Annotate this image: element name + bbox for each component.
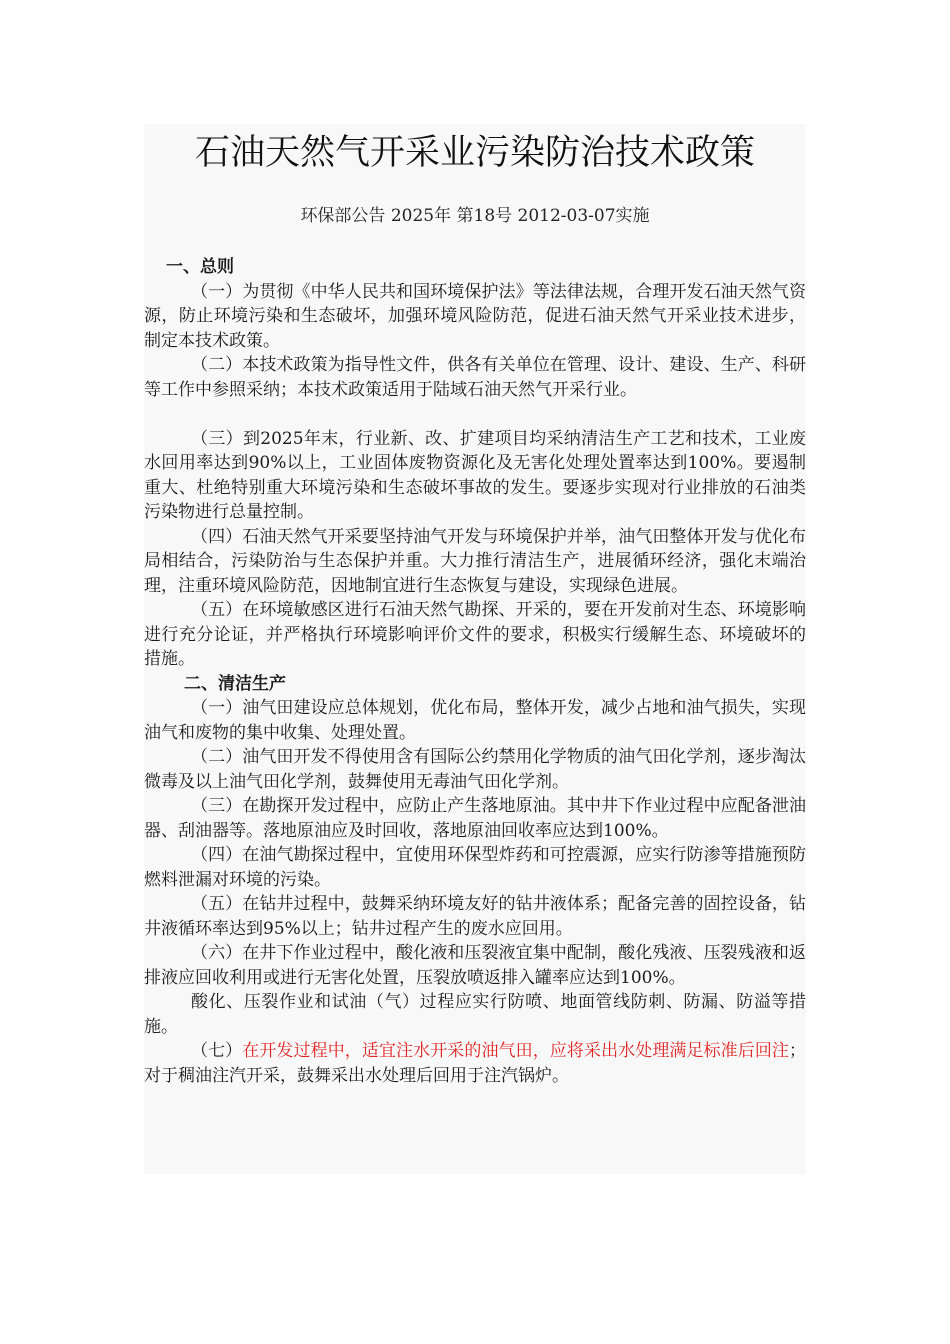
- paragraph: （三）在勘探开发过程中，应防止产生落地原油。其中井下作业过程中应配备泄油器、刮油器等。落地原油应及时回收，落地原油回收率应达到100%。: [144, 796, 806, 841]
- paragraph: （二）油气田开发不得使用含有国际公约禁用化学物质的油气田化学剂，逐步淘汰微毒及以上油气田化学剂，鼓舞使用无毒油气田化学剂。: [144, 747, 806, 792]
- paragraph: （六）在井下作业过程中，酸化液和压裂液宜集中配制，酸化残液、压裂残液和返排液应回收利用或进行无害化处置，压裂放喷返排入罐率应达到100%。: [144, 943, 806, 988]
- paragraph: 酸化、压裂作业和试油（气）过程应实行防喷、地面管线防刺、防漏、防溢等措施。: [144, 992, 806, 1037]
- paragraph-number: （七）: [191, 1041, 243, 1061]
- paragraph-highlighted: [144, 1039, 806, 1088]
- paragraph: （三）到2025年末，行业新、改、扩建项目均采纳清洁生产工艺和技术，工业废水回用率达到90%以上，工业固体废物资源化及无害化处理处置率达到100%。要遏制重大、杜绝特别重大环境污染和生态破坏事故的发生。要逐步实现对行业排放的石油类污染物进行总量控制。: [144, 428, 806, 522]
- section-heading-general: 一、总则: [166, 257, 234, 277]
- document-subtitle: 环保部公告 2025年 第18号 2012-03-07实施: [300, 206, 650, 226]
- blank-line: [144, 402, 806, 427]
- paragraph: （四）在油气勘探过程中，宜使用环保型炸药和可控震源，应实行防渗等措施预防燃料泄漏对环境的污染。: [144, 845, 806, 890]
- paragraph-text: ；对于稠油注汽开采，鼓舞采出水处理后回用于注汽锅炉。: [144, 1041, 807, 1086]
- paragraph: （五）在钻井过程中，鼓舞采纳环境友好的钻井液体系；配备完善的固控设备，钻井液循环率达到95%以上；钻井过程产生的废水应回用。: [144, 894, 806, 939]
- highlighted-text: 应将采出水处理满足标准后回注: [549, 1041, 790, 1061]
- highlighted-text: 在开发过程中，适宜注水开采的油气田，: [242, 1041, 550, 1061]
- document-body: [144, 255, 806, 1088]
- section-heading-clean-production: 二、清洁生产: [184, 673, 286, 694]
- paragraph: （一）油气田建设应总体规划，优化布局，整体开发，减少占地和油气损失，实现油气和废物的集中收集、处理处置。: [144, 698, 806, 743]
- paragraph: （二）本技术政策为指导性文件，供各有关单位在管理、设计、建设、生产、科研等工作中参照采纳；本技术政策适用于陆域石油天然气开采行业。: [144, 355, 806, 400]
- paragraph: （五）在环境敏感区进行石油天然气勘探、开采的，要在开发前对生态、环境影响进行充分论证，并严格执行环境影响评价文件的要求，积极实行缓解生态、环境破坏的措施。: [144, 600, 806, 669]
- document-title: 石油天然气开采业污染防治技术政策: [194, 133, 755, 173]
- paragraph: （一）为贯彻《中华人民共和国环境保护法》等法律法规，合理开发石油天然气资源，防止环境污染和生态破坏，加强环境风险防范，促进石油天然气开采业技术进步，制定本技术政策。: [144, 281, 806, 351]
- paragraph: （四）石油天然气开采要坚持油气开发与环境保护并举，油气田整体开发与优化布局相结合，污染防治与生态保护并重。大力推行清洁生产，进展循环经济，强化末端治理，注重环境风险防范，因地制宜进行生态恢复与建设，实现绿色进展。: [144, 526, 806, 596]
